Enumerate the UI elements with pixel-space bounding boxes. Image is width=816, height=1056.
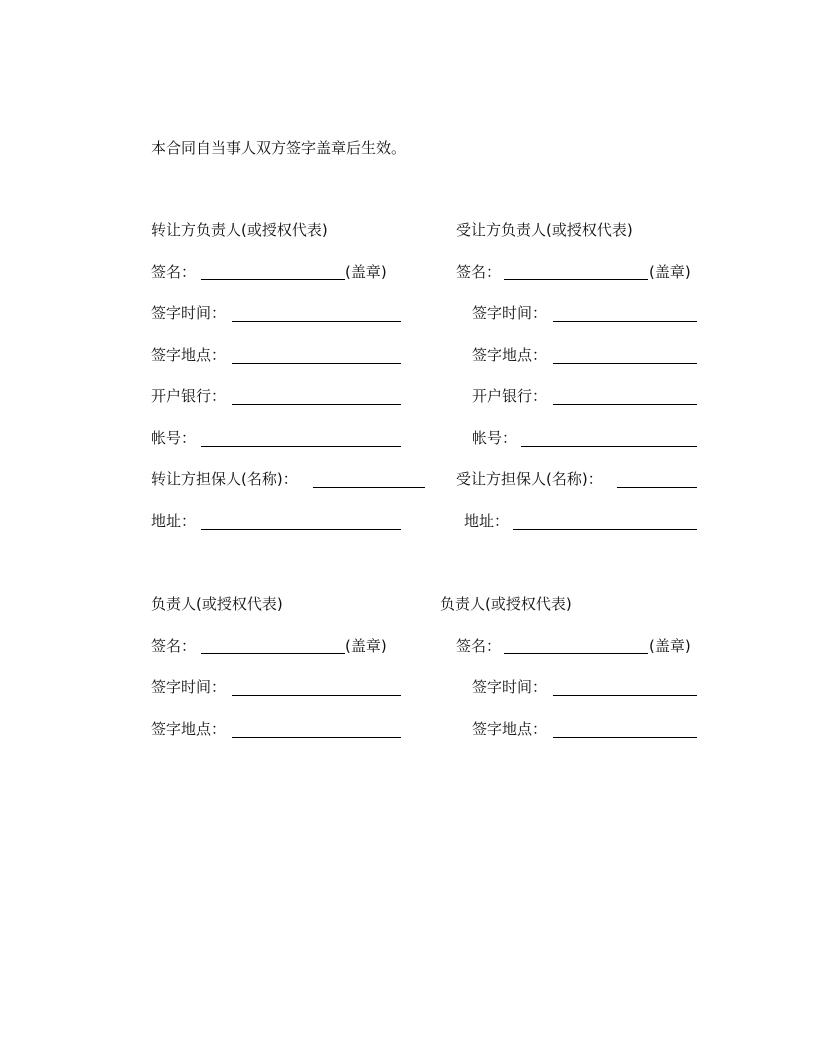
transferee-guarantor-line[interactable] <box>617 487 697 488</box>
transferor-guarantor-line[interactable] <box>313 487 425 488</box>
transferee-guarantor-sign-label: 签名： <box>456 637 502 655</box>
transferee-heading: 受让方负责人(或授权代表) <box>456 221 633 239</box>
transferor-guarantor-rep-heading: 负责人(或授权代表) <box>151 595 283 613</box>
transferor-bank-line[interactable] <box>232 404 401 405</box>
transferor-guarantor-seal-label: (盖章) <box>345 637 387 655</box>
transferee-guarantor-rep-heading: 负责人(或授权代表) <box>440 595 572 613</box>
transferor-guarantor-label: 转让方担保人(名称)： <box>151 470 298 488</box>
transferor-place-label: 签字地点： <box>151 346 227 364</box>
transferor-bank-label: 开户银行： <box>151 387 227 405</box>
transferee-guarantor-place-line[interactable] <box>553 737 697 738</box>
transferee-bank-line[interactable] <box>553 404 697 405</box>
transferor-guarantor-time-line[interactable] <box>232 695 401 696</box>
transferee-account-label: 帐号： <box>472 429 518 447</box>
transferor-guarantor-sign-line[interactable] <box>201 653 345 654</box>
transferee-bank-label: 开户银行： <box>472 387 548 405</box>
transferee-address-label: 地址： <box>464 512 510 530</box>
transferor-guarantor-time-label: 签字时间： <box>151 678 227 696</box>
transferee-guarantor-label: 受让方担保人(名称)： <box>456 470 603 488</box>
transferee-time-label: 签字时间： <box>472 304 548 322</box>
transferor-account-label: 帐号： <box>151 429 197 447</box>
transferor-heading: 转让方负责人(或授权代表) <box>151 221 328 239</box>
transferee-guarantor-time-line[interactable] <box>553 695 697 696</box>
transferor-seal-label: (盖章) <box>345 263 387 281</box>
transferor-sign-label: 签名： <box>151 263 197 281</box>
transferor-address-line[interactable] <box>201 529 401 530</box>
transferee-time-line[interactable] <box>553 321 697 322</box>
transferee-place-line[interactable] <box>553 363 697 364</box>
transferor-account-line[interactable] <box>201 446 401 447</box>
transferor-guarantor-sign-label: 签名： <box>151 637 197 655</box>
transferee-guarantor-place-label: 签字地点： <box>472 720 548 738</box>
effectiveness-clause: 本合同自当事人双方签字盖章后生效。 <box>151 139 407 157</box>
transferee-sign-label: 签名： <box>456 263 502 281</box>
transferee-guarantor-sign-line[interactable] <box>504 653 648 654</box>
transferor-guarantor-place-label: 签字地点： <box>151 720 227 738</box>
transferee-account-line[interactable] <box>521 446 697 447</box>
transferor-guarantor-place-line[interactable] <box>232 737 401 738</box>
transferee-sign-line[interactable] <box>504 279 648 280</box>
transferor-address-label: 地址： <box>151 512 197 530</box>
transferor-time-line[interactable] <box>232 321 401 322</box>
transferor-time-label: 签字时间： <box>151 304 227 322</box>
transferor-place-line[interactable] <box>232 363 401 364</box>
transferee-guarantor-seal-label: (盖章) <box>649 637 691 655</box>
transferee-guarantor-time-label: 签字时间： <box>472 678 548 696</box>
transferee-place-label: 签字地点： <box>472 346 548 364</box>
transferee-address-line[interactable] <box>513 529 697 530</box>
transferee-seal-label: (盖章) <box>649 263 691 281</box>
transferor-sign-line[interactable] <box>201 279 345 280</box>
